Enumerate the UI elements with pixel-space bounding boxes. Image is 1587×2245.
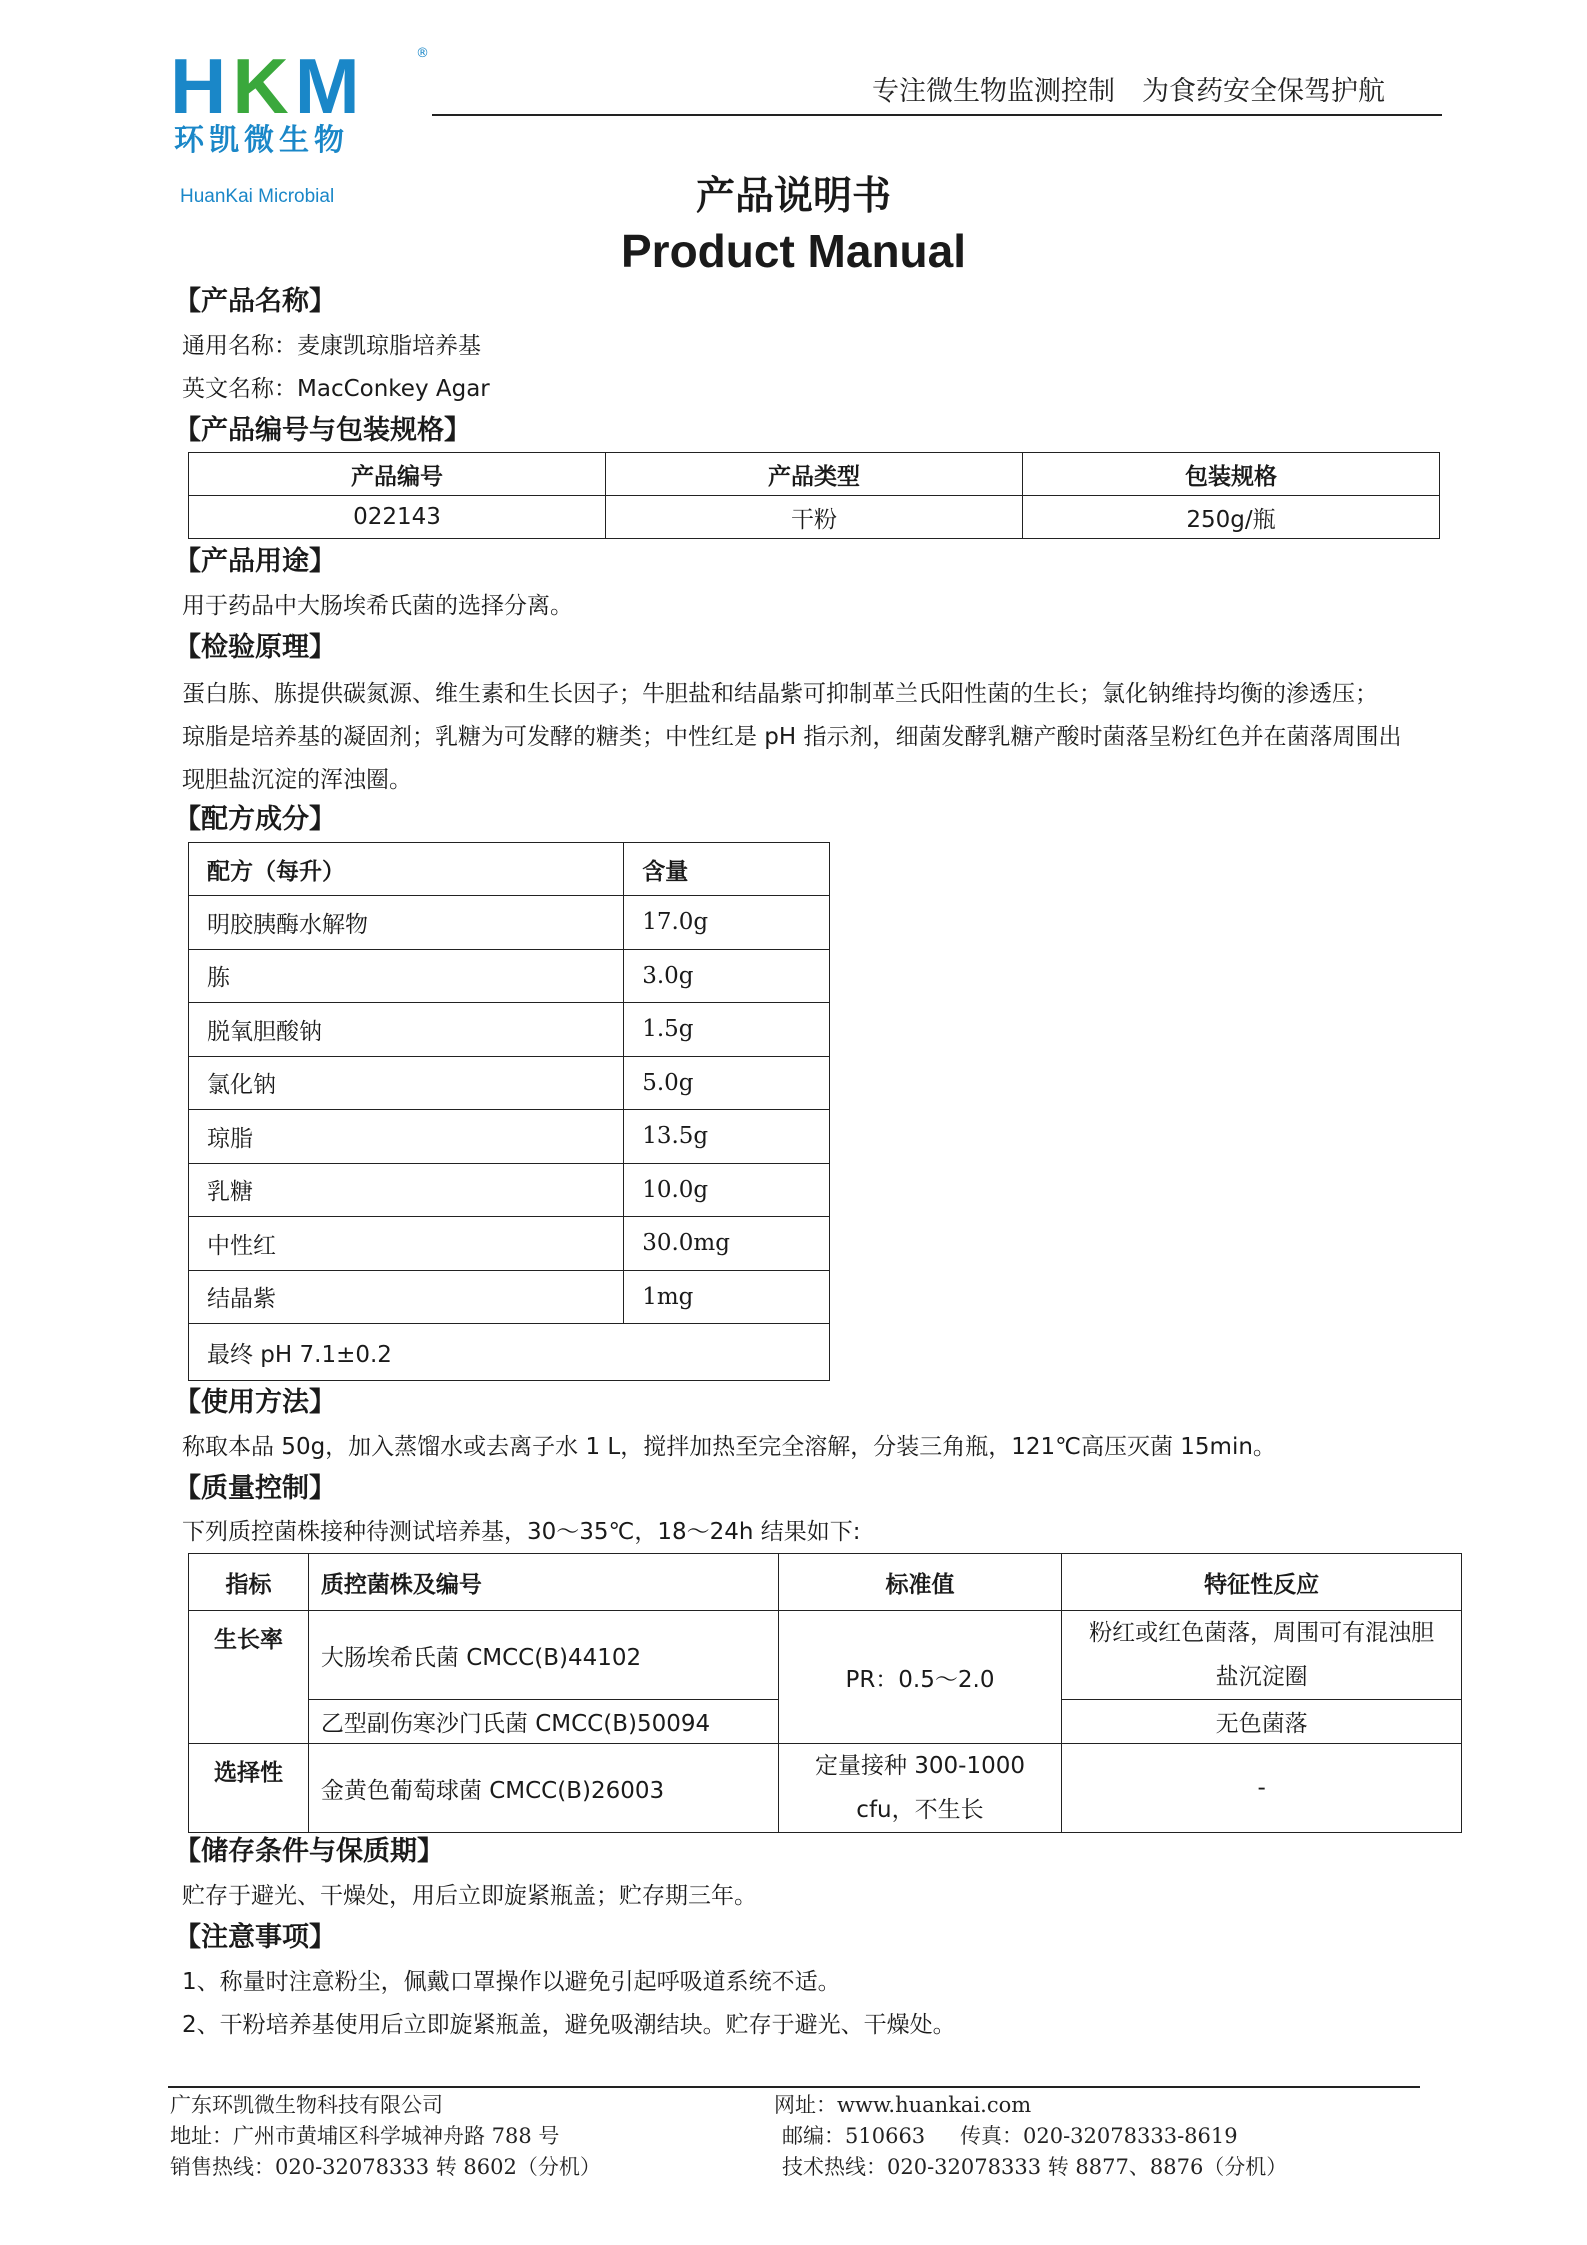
logo-english-name: HuanKai Microbial — [180, 186, 335, 207]
table-row — [189, 1270, 830, 1324]
amount: 3.0g — [624, 949, 830, 1003]
title-chinese: 产品说明书 — [695, 174, 891, 219]
table-row — [189, 496, 1440, 539]
section-method-heading: 【使用方法】 — [174, 1387, 336, 1418]
method-text: 称取本品 50g，加入蒸馏水或去离子水 1 L，搅拌加热至完全溶解，分装三角瓶，121℃高压灭菌 15min。 — [182, 1434, 1276, 1460]
footer-company: 广东环凯微生物科技有限公司 — [170, 2093, 443, 2117]
section-product-name-heading: 【产品名称】 — [174, 286, 336, 317]
table-row — [189, 1611, 1462, 1700]
header-divider — [432, 114, 1442, 116]
principle-line: 现胆盐沉淀的浑浊圈。 — [182, 767, 412, 793]
strain: 大肠埃希氏菌 CMCC(B)44102 — [308, 1611, 778, 1700]
table-row — [189, 1324, 830, 1381]
table-row — [189, 896, 830, 950]
company-logo — [170, 42, 440, 207]
section-formula-heading: 【配方成分】 — [174, 804, 336, 835]
table-row — [189, 1056, 830, 1110]
ingredient: 琼脂 — [189, 1110, 624, 1164]
footer-postcode: 邮编：510663 — [782, 2124, 926, 2148]
quality-control-table — [188, 1553, 1462, 1833]
ingredient: 明胶胰酶水解物 — [189, 896, 624, 950]
header-cell: 标准值 — [778, 1554, 1062, 1611]
header-cell: 含量 — [624, 843, 830, 896]
header-cell: 产品编号 — [189, 453, 606, 496]
table-row — [189, 1744, 1462, 1833]
section-principle-heading: 【检验原理】 — [174, 632, 336, 663]
package-spec: 250g/瓶 — [1023, 496, 1440, 539]
principle-line: 琼脂是培养基的凝固剂；乳糖为可发酵的糖类；中性红是 pH 指示剂，细菌发酵乳糖产酸时菌落呈粉红色并在菌落周围出 — [182, 724, 1402, 750]
standard-line: 定量接种 300-1000 — [814, 1753, 1025, 1779]
amount: 30.0mg — [624, 1217, 830, 1271]
section-usage-heading: 【产品用途】 — [174, 546, 336, 577]
standard-value — [778, 1744, 1062, 1833]
logo-chinese-name: 环凯微生物 — [174, 123, 349, 158]
section-spec-heading: 【产品编号与包装规格】 — [174, 415, 471, 446]
amount: 1mg — [624, 1270, 830, 1324]
footer-tech-hotline: 技术热线：020-32078333 转 8877、8876（分机） — [782, 2155, 1288, 2179]
table-row — [189, 949, 830, 1003]
table-header-row — [189, 843, 830, 896]
ingredient: 脱氧胆酸钠 — [189, 1003, 624, 1057]
product-spec-table — [188, 452, 1440, 539]
header-slogan: 专注微生物监测控制 为食药安全保驾护航 — [872, 76, 1385, 107]
footer-fax: 传真：020-32078333-8619 — [960, 2124, 1238, 2148]
ingredient: 中性红 — [189, 1217, 624, 1271]
reaction: - — [1062, 1744, 1462, 1833]
amount: 13.5g — [624, 1110, 830, 1164]
reaction: 无色菌落 — [1062, 1700, 1462, 1744]
standard-value: PR：0.5～2.0 — [778, 1611, 1062, 1744]
table-header-row — [189, 453, 1440, 496]
note-item: 1、称量时注意粉尘，佩戴口罩操作以避免引起呼吸道系统不适。 — [182, 1969, 841, 1995]
reaction-line: 盐沉淀圈 — [1215, 1664, 1308, 1690]
table-row — [189, 1110, 830, 1164]
product-code: 022143 — [189, 496, 606, 539]
header-cell: 质控菌株及编号 — [308, 1554, 778, 1611]
usage-text: 用于药品中大肠埃希氏菌的选择分离。 — [182, 593, 573, 619]
product-type: 干粉 — [606, 496, 1023, 539]
table-row — [189, 1003, 830, 1057]
table-row — [189, 1217, 830, 1271]
header-cell: 指标 — [189, 1554, 309, 1611]
amount: 10.0g — [624, 1163, 830, 1217]
footer-address: 地址：广州市黄埔区科学城神舟路 788 号 — [170, 2124, 560, 2148]
ingredient: 氯化钠 — [189, 1056, 624, 1110]
reaction-line: 粉红或红色菌落，周围可有混浊胆 — [1089, 1620, 1435, 1646]
header-cell: 特征性反应 — [1062, 1554, 1462, 1611]
table-row — [189, 1163, 830, 1217]
footer-sales-hotline: 销售热线：020-32078333 转 8602（分机） — [170, 2155, 601, 2179]
indicator-growth: 生长率 — [189, 1611, 309, 1744]
strain: 金黄色葡萄球菌 CMCC(B)26003 — [308, 1744, 778, 1833]
header-cell: 配方（每升） — [189, 843, 624, 896]
logo-mark: HKM — [170, 42, 366, 130]
header-cell: 包装规格 — [1023, 453, 1440, 496]
section-quality-heading: 【质量控制】 — [174, 1473, 336, 1504]
english-name: 英文名称：MacConkey Agar — [182, 376, 490, 402]
quality-intro: 下列质控菌株接种待测试培养基，30～35℃，18～24h 结果如下: — [182, 1519, 861, 1545]
amount: 1.5g — [624, 1003, 830, 1057]
registered-mark: ® — [416, 46, 429, 61]
ingredient: 结晶紫 — [189, 1270, 624, 1324]
section-notes-heading: 【注意事项】 — [174, 1922, 336, 1953]
header-cell: 产品类型 — [606, 453, 1023, 496]
ingredient: 胨 — [189, 949, 624, 1003]
note-item: 2、干粉培养基使用后立即旋紧瓶盖，避免吸潮结块。贮存于避光、干燥处。 — [182, 2012, 956, 2038]
table-header-row — [189, 1554, 1462, 1611]
principle-line: 蛋白胨、胨提供碳氮源、维生素和生长因子；牛胆盐和结晶紫可抑制革兰氏阳性菌的生长；氯化钠维持均衡的渗透压； — [182, 681, 1378, 707]
footer-divider — [168, 2086, 1420, 2088]
amount: 17.0g — [624, 896, 830, 950]
final-ph: 最终 pH 7.1±0.2 — [189, 1324, 830, 1381]
title-english: Product Manual — [620, 225, 967, 277]
generic-name: 通用名称：麦康凯琼脂培养基 — [182, 333, 481, 359]
principle-text — [182, 673, 1452, 802]
formula-table — [188, 842, 830, 1381]
reaction — [1062, 1611, 1462, 1700]
strain: 乙型副伤寒沙门氏菌 CMCC(B)50094 — [308, 1700, 778, 1744]
footer-website: 网址：www.huankai.com — [774, 2093, 1032, 2117]
amount: 5.0g — [624, 1056, 830, 1110]
storage-text: 贮存于避光、干燥处，用后立即旋紧瓶盖；贮存期三年。 — [182, 1883, 757, 1909]
ingredient: 乳糖 — [189, 1163, 624, 1217]
standard-line: cfu，不生长 — [856, 1797, 984, 1823]
section-storage-heading: 【储存条件与保质期】 — [174, 1836, 444, 1867]
indicator-selectivity: 选择性 — [189, 1744, 309, 1833]
